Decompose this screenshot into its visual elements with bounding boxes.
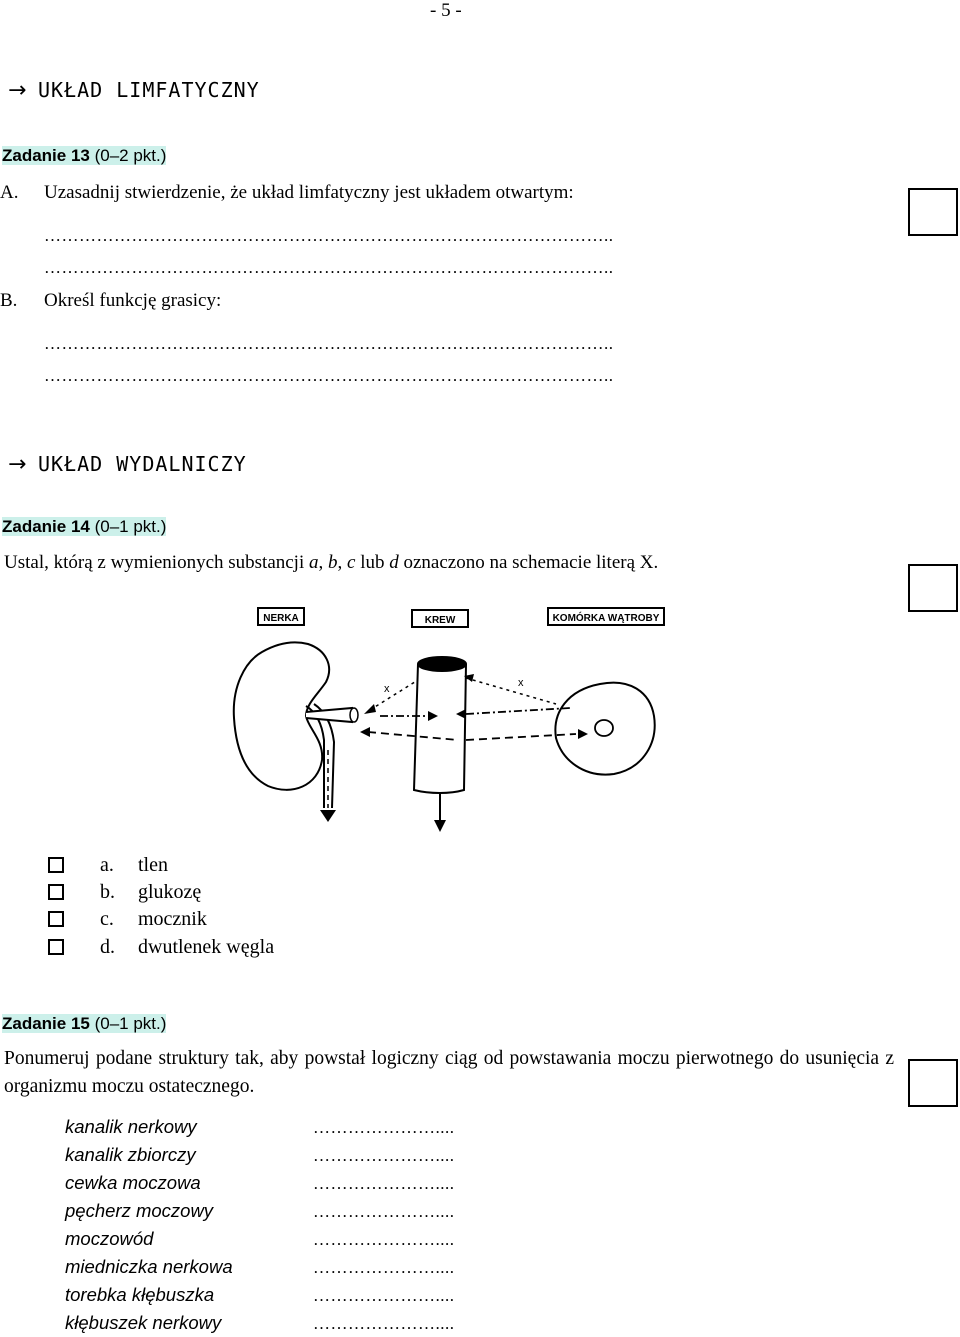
answer-slot[interactable]: ………………….... <box>313 1230 455 1249</box>
option-b: b. glukozę <box>48 881 201 904</box>
task-13-heading <box>2 146 166 166</box>
structure-item: pęcherz moczowy <box>65 1200 214 1221</box>
section-title: UKŁAD WYDALNICZY <box>38 452 247 476</box>
x-mark: x <box>518 677 524 689</box>
answer-slot[interactable]: ………………….... <box>313 1146 455 1165</box>
task-14-question: Ustal, którą z wymienionych substancji a, b, c lub d oznaczono na schemacie literą X. <box>4 552 659 573</box>
arrow-icon: → <box>8 452 28 477</box>
label-blood <box>412 610 468 627</box>
task-14-heading <box>2 517 166 537</box>
x-mark: x <box>384 683 390 695</box>
section-title: UKŁAD LIMFATYCZNY <box>38 78 260 102</box>
answer-line[interactable]: …………………………………………………………………………………….. <box>44 334 614 353</box>
svg-text:KOMÓRKA WĄTROBY: KOMÓRKA WĄTROBY <box>552 613 660 624</box>
structure-item: kanalik zbiorczy <box>65 1144 196 1165</box>
checkbox[interactable] <box>48 911 64 927</box>
structure-item: miedniczka nerkowa <box>65 1256 233 1277</box>
option-a: a. tlen <box>48 854 168 877</box>
svg-text:NERKA: NERKA <box>263 613 299 624</box>
answer-slot[interactable]: ………………….... <box>313 1314 455 1333</box>
structure-item: kłębuszek nerkowy <box>65 1312 222 1333</box>
checkbox[interactable] <box>48 939 64 955</box>
score-box[interactable] <box>908 188 958 236</box>
answer-slot[interactable]: ………………….... <box>313 1202 455 1221</box>
svg-text:KREW: KREW <box>424 615 456 626</box>
task-number: Zadanie 15 (0–1 pkt.) <box>2 1014 167 1033</box>
answer-line[interactable]: …………………………………………………………………………………….. <box>44 366 614 385</box>
answer-line[interactable]: …………………………………………………………………………………….. <box>44 258 614 277</box>
answer-slot[interactable]: ………………….... <box>313 1258 455 1277</box>
answer-slot[interactable]: ………………….... <box>313 1174 455 1193</box>
checkbox[interactable] <box>48 857 64 873</box>
task-number: Zadanie 14 (0–1 pkt.) <box>2 517 167 536</box>
option-c: c. mocznik <box>48 908 207 931</box>
checkbox[interactable] <box>48 884 64 900</box>
task-13-part-a: A. Uzasadnij stwierdzenie, że układ limfatyczny jest układem otwartym: <box>0 182 574 203</box>
answer-slot[interactable]: ………………….... <box>313 1118 455 1137</box>
section-heading-lymphatic <box>8 78 260 103</box>
task-15-heading <box>2 1014 166 1034</box>
structure-item: torebka kłębuszka <box>65 1284 215 1305</box>
arrow-icon: → <box>8 78 28 103</box>
structure-item: cewka moczowa <box>65 1172 201 1193</box>
renal-vessel <box>306 708 352 722</box>
label-kidney <box>258 608 304 625</box>
label-liver-cell <box>548 608 664 625</box>
liver-cell <box>555 683 654 775</box>
score-box[interactable] <box>908 1059 958 1107</box>
structure-item: kanalik nerkowy <box>65 1116 197 1137</box>
option-d: d. dwutlenek węgla <box>48 936 274 959</box>
task-number: Zadanie 13 (0–2 pkt.) <box>2 146 167 165</box>
page-number: - 5 - <box>430 0 462 21</box>
structure-item: moczowód <box>65 1228 154 1249</box>
section-heading-urinary <box>8 452 247 477</box>
transport-diagram <box>0 600 960 840</box>
answer-line[interactable]: …………………………………………………………………………………….. <box>44 226 614 245</box>
task-13-part-b: B. Określ funkcję grasicy: <box>0 290 222 311</box>
task-15-question: Ponumeruj podane struktury tak, aby powstał logiczny ciąg od powstawania moczu pierwotnego do usunięcia z organizmu moczu ostatecznego. <box>4 1048 894 1097</box>
answer-slot[interactable]: ………………….... <box>313 1286 455 1305</box>
blood-vessel <box>414 657 466 832</box>
